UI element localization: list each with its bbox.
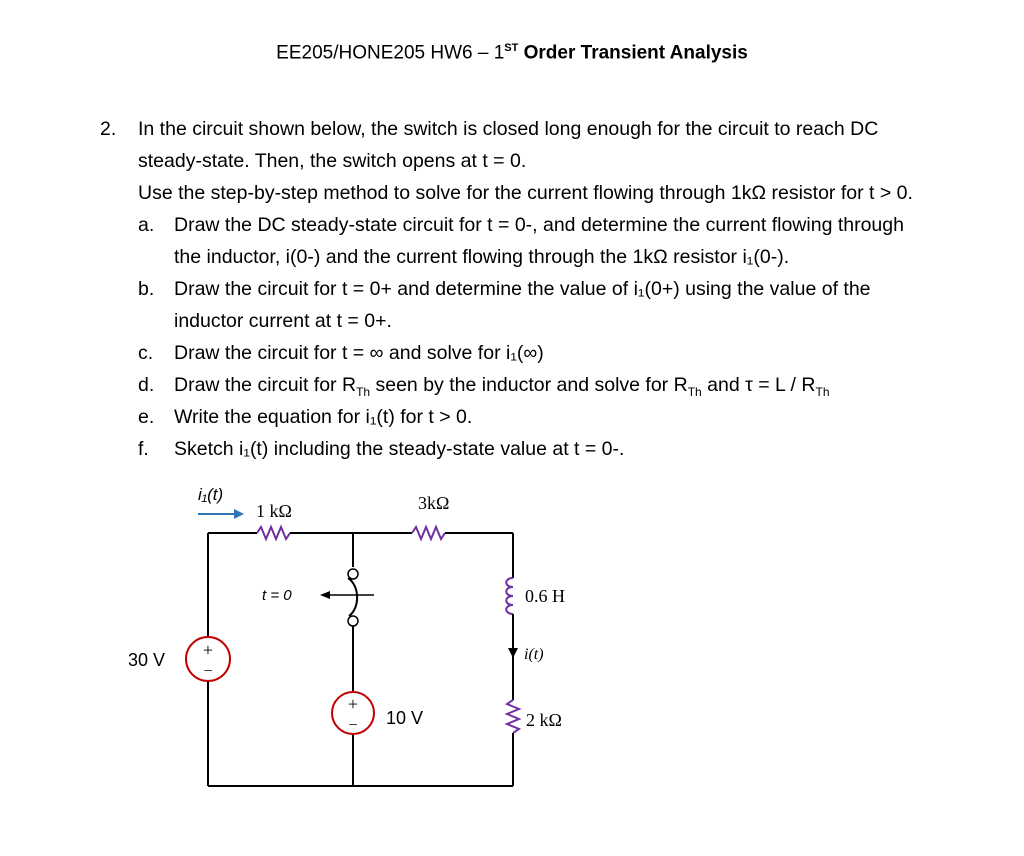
inductor-current-label: i(t) (524, 646, 544, 663)
inductor-current-arrow-icon (508, 648, 518, 658)
problem-number: 2. (100, 118, 117, 140)
item-d-label: d. (138, 374, 155, 396)
source-30v-plus: + (202, 640, 214, 660)
switch-label: t = 0 (262, 587, 292, 604)
problem-line-2: steady-state. Then, the switch opens at t = 0. (138, 150, 527, 172)
i1-label: i₁(t) (198, 485, 224, 504)
item-f-line-1: Sketch i₁(t) including the steady-state value at t = 0-. (174, 438, 625, 460)
problem-line-1: In the circuit shown below, the switch is closed long enough for the circuit to reach DC (138, 118, 879, 140)
title-superscript: ST (504, 42, 519, 54)
resistor-2k-icon (507, 700, 519, 733)
source-10v-plus: + (347, 694, 359, 714)
switch-contact-bottom (348, 616, 358, 626)
item-c-label: c. (138, 342, 154, 364)
item-e-label: e. (138, 406, 155, 428)
title-bold: Order Transient Analysis (518, 42, 748, 64)
problem-line-3: Use the step-by-step method to solve for the current flowing through 1kΩ resistor for t > 0. (138, 182, 913, 204)
source-30v-label: 30 V (128, 650, 166, 670)
switch-arrow-head-icon (320, 591, 330, 599)
item-d-line-1: Draw the circuit for $R_{Th}$ seen by the inductor and solve for $R_{Th}$ and $\tau = L / R_{Th}$ (174, 374, 830, 399)
inductor-label: 0.6 H (525, 586, 565, 606)
item-e-line-1: Write the equation for i₁(t) for t > 0. (174, 406, 473, 428)
source-10v-minus: − (348, 717, 358, 734)
item-a-label: a. (138, 214, 155, 236)
resistor-3k-icon (412, 527, 445, 539)
switch-contact-top (348, 569, 358, 579)
inductor-icon (506, 578, 513, 614)
item-a-line-2: the inductor, i(0-) and the current flowing through the 1kΩ resistor i₁(0-). (174, 246, 790, 268)
title-regular: EE205/HONE205 HW6 – 1 (276, 42, 505, 64)
switch-blade-icon (348, 578, 357, 616)
r3-label: 3kΩ (418, 493, 450, 513)
r1-label: 1 kΩ (256, 501, 292, 521)
item-c-line-1: Draw the circuit for t = ∞ and solve for i₁(∞) (174, 342, 544, 364)
item-a-line-1: Draw the DC steady-state circuit for t = 0-, and determine the current flowing through (174, 214, 904, 236)
item-b-line-1: Draw the circuit for t = 0+ and determine the value of i₁(0+) using the value of the (174, 278, 871, 300)
source-10v-label: 10 V (386, 708, 424, 728)
source-30v-minus: − (203, 663, 213, 680)
resistor-1k-icon (257, 527, 290, 539)
i1-arrow-head-icon (234, 509, 244, 519)
item-b-line-2: inductor current at t = 0+. (174, 310, 392, 332)
item-b-label: b. (138, 278, 155, 300)
item-f-label: f. (138, 438, 149, 460)
r2-label: 2 kΩ (526, 710, 562, 730)
